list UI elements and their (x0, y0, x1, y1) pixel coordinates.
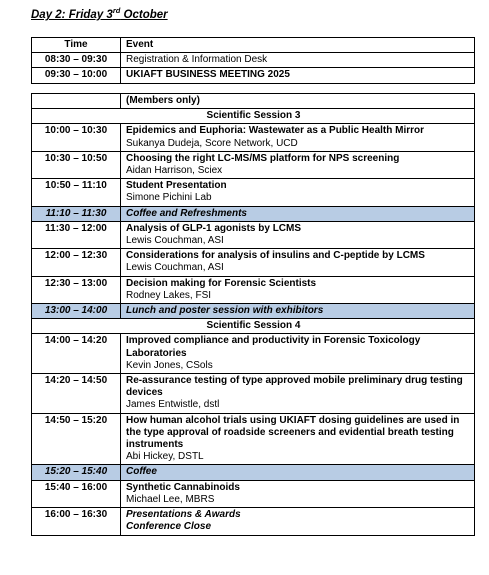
talk-speaker: Rodney Lakes, FSI (126, 289, 212, 301)
table-row (32, 508, 475, 535)
row-time: 10:00 – 10:30 (32, 124, 121, 151)
talk-title: Choosing the right LC-MS/MS platform for NPS screening (126, 152, 400, 164)
session-4-heading: Scientific Session 4 (32, 319, 475, 334)
table-row (32, 68, 475, 83)
talk-title: Student Presentation (126, 180, 227, 192)
row-time: 08:30 – 09:30 (32, 53, 121, 68)
talk-title: Epidemics and Euphoria: Wastewater as a Public Health Mirror (126, 125, 425, 137)
talk-title: Analysis of GLP-1 agonists by LCMS (126, 222, 302, 234)
row-event (121, 221, 475, 248)
row-time: 14:00 – 14:20 (32, 334, 121, 374)
row-time: 12:30 – 13:00 (32, 276, 121, 303)
row-event (121, 179, 475, 206)
table-row (32, 94, 475, 109)
header-time: Time (32, 38, 121, 53)
talk-speaker: Michael Lee, MBRS (126, 493, 215, 505)
header-event: Event (121, 38, 475, 53)
table-row (32, 53, 475, 68)
talk-speaker: Lewis Couchman, ASI (126, 235, 224, 247)
row-event (121, 151, 475, 178)
closing-title: Presentations & Awards (126, 509, 241, 521)
row-event (121, 508, 475, 535)
members-only-label: (Members only) (121, 94, 475, 109)
row-event: UKIAFT BUSINESS MEETING 2025 (121, 68, 475, 83)
break-label: Coffee and Refreshments (121, 206, 475, 221)
talk-title: Re-assurance testing of type approved mobile preliminary drug testing devices (126, 375, 463, 399)
row-time: 15:20 – 15:40 (32, 465, 121, 480)
row-time: 14:50 – 15:20 (32, 413, 121, 465)
table-row (32, 480, 475, 507)
row-time: 10:30 – 10:50 (32, 151, 121, 178)
table-row (32, 413, 475, 465)
day-heading (31, 6, 168, 21)
break-row (32, 206, 475, 221)
break-label: Lunch and poster session with exhibitors (121, 304, 475, 319)
talk-speaker: Kevin Jones, CSols (126, 359, 213, 371)
row-event (121, 413, 475, 465)
talk-title: How human alcohol trials using UKIAFT dosing guidelines are used in the type approval of roadside screeners and evidential breath testing instruments (126, 414, 460, 451)
row-time: 11:30 – 12:00 (32, 221, 121, 248)
table-row (32, 221, 475, 248)
schedule-table-top (31, 37, 475, 84)
row-time: 10:50 – 11:10 (32, 179, 121, 206)
talk-speaker: Aidan Harrison, Sciex (126, 165, 223, 177)
row-event: Registration & Information Desk (121, 53, 475, 68)
row-event (121, 334, 475, 374)
table-row (32, 334, 475, 374)
talk-title: Considerations for analysis of insulins and C-peptide by LCMS (126, 250, 425, 262)
table-row (32, 151, 475, 178)
row-event (121, 124, 475, 151)
row-time: 16:00 – 16:30 (32, 508, 121, 535)
schedule-table-main (31, 93, 475, 536)
talk-speaker: James Entwistle, dstl (126, 399, 220, 411)
talk-speaker: Sukanya Dudeja, Score Network, UCD (126, 137, 298, 149)
row-event (121, 480, 475, 507)
table-row (32, 374, 475, 414)
closing-subtitle: Conference Close (126, 521, 212, 533)
session-row (32, 109, 475, 124)
table-row (32, 276, 475, 303)
table-row (32, 124, 475, 151)
row-time: 09:30 – 10:00 (32, 68, 121, 83)
break-row (32, 465, 475, 480)
row-event (121, 249, 475, 276)
row-time: 13:00 – 14:00 (32, 304, 121, 319)
break-label: Coffee (121, 465, 475, 480)
row-event (121, 374, 475, 414)
talk-speaker: Lewis Couchman, ASI (126, 262, 224, 274)
row-time: 12:00 – 12:30 (32, 249, 121, 276)
row-time (32, 94, 121, 109)
table-row (32, 179, 475, 206)
table-header-row (32, 38, 475, 53)
session-3-heading: Scientific Session 3 (32, 109, 475, 124)
day-heading-prefix: Day 2: Friday 3 (31, 8, 113, 21)
day-heading-suffix: October (120, 8, 168, 21)
session-row (32, 319, 475, 334)
talk-speaker: Simone Pichini Lab (126, 192, 212, 204)
break-row (32, 304, 475, 319)
row-time: 15:40 – 16:00 (32, 480, 121, 507)
talk-title: Improved compliance and productivity in Forensic Toxicology Laboratories (126, 335, 421, 359)
row-event (121, 276, 475, 303)
talk-title: Decision making for Forensic Scientists (126, 277, 317, 289)
talk-title: Synthetic Cannabinoids (126, 481, 240, 493)
day-heading-sup: rd (112, 6, 121, 15)
talk-speaker: Abi Hickey, DSTL (126, 451, 204, 463)
row-time: 14:20 – 14:50 (32, 374, 121, 414)
table-row (32, 249, 475, 276)
row-time: 11:10 – 11:30 (32, 206, 121, 221)
